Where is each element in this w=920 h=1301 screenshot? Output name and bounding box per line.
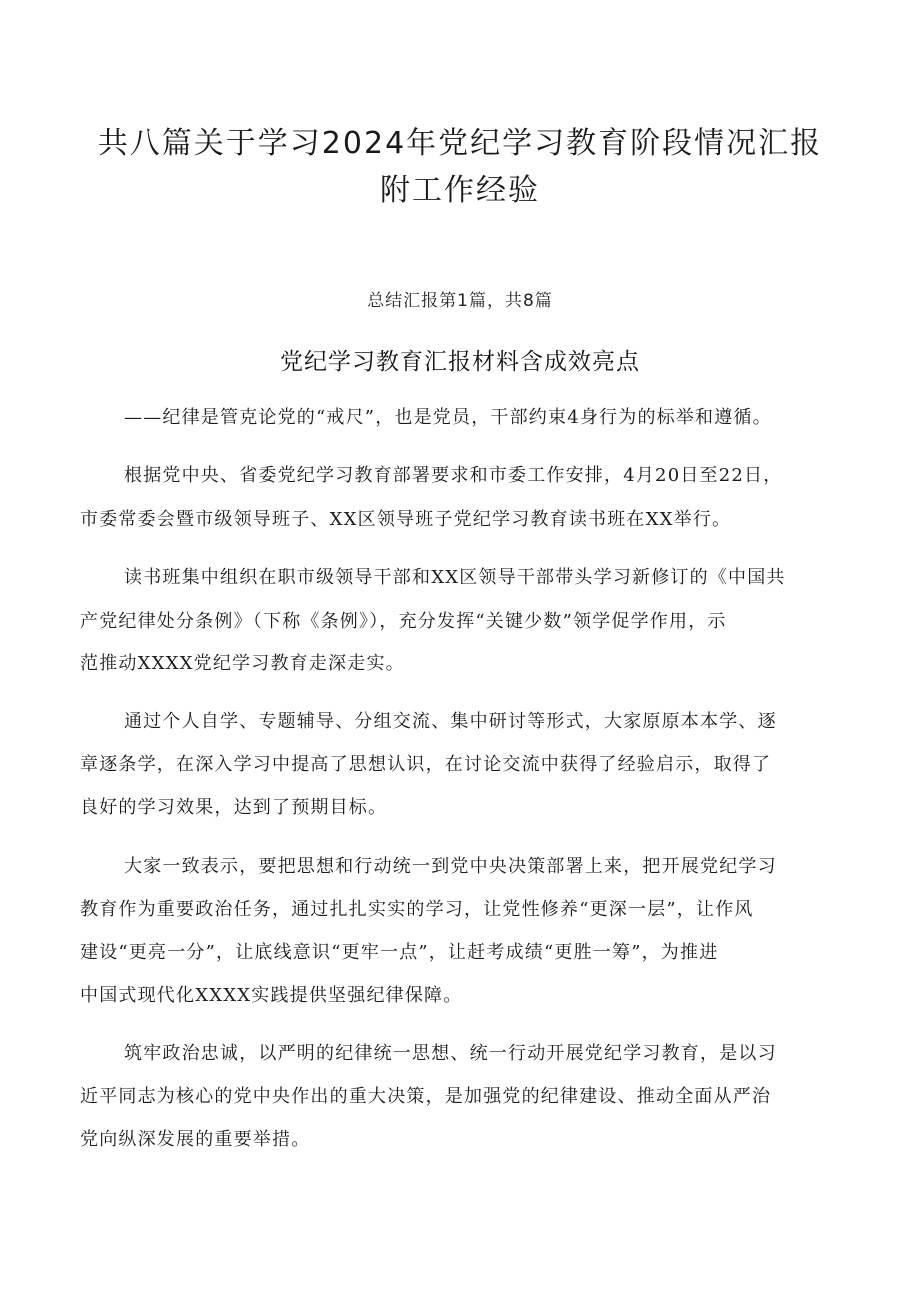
paragraph-3-line-1: 通过个人自学、专题辅导、分组交流、集中研讨等形式，大家原原本本学、逐 bbox=[124, 711, 777, 732]
paragraph-4-line-1: 大家一致表示，要把思想和行动统一到党中央决策部署上来，把开展党纪学习 bbox=[124, 856, 777, 877]
section-caption: 总结汇报第1篇，共8篇 bbox=[367, 291, 553, 311]
paragraph-5-line-3: 党向纵深发展的重要举措。 bbox=[80, 1129, 311, 1150]
paragraph-4-line-3: 建设“更亮一分”，让底线意识“更牢一点”，让赶考成绩“更胜一筹”，为推进 bbox=[80, 942, 719, 963]
paragraph-1-line-2: 市委常委会暨市级领导班子、XX区领导班子党纪学习教育读书班在XX举行。 bbox=[80, 509, 732, 530]
paragraph-4-line-2: 教育作为重要政治任务，通过扎扎实实的学习，让党性修养“更深一层”，让作风 bbox=[80, 899, 754, 920]
paragraph-5-line-2: 近平同志为核心的党中央作出的重大决策，是加强党的纪律建设、推动全面从严治 bbox=[80, 1086, 772, 1107]
paragraph-2-line-1: 读书班集中组织在职市级领导干部和XX区领导干部带头学习新修订的《中国共 bbox=[124, 567, 786, 588]
paragraph-5-line-1: 筑牢政治忠诚，以严明的纪律统一思想、统一行动开展党纪学习教育，是以习 bbox=[124, 1043, 777, 1064]
paragraph-4-line-4: 中国式现代化XXXX实践提供坚强纪律保障。 bbox=[80, 985, 463, 1006]
paragraph-2-line-3: 范推动XXXX党纪学习教育走深走实。 bbox=[80, 653, 405, 674]
document-title-line-1: 共八篇关于学习2024年党纪学习教育阶段情况汇报 bbox=[97, 126, 823, 161]
paragraph-3-line-3: 良好的学习效果，达到了预期目标。 bbox=[80, 797, 388, 818]
epigraph-line: ——纪律是管克论党的“戒尺”，也是党员，干部约束4身行为的标举和遵循。 bbox=[124, 407, 772, 428]
paragraph-2-line-2: 产党纪律处分条例》（下称《条例》），充分发挥“关键少数”领学促学作用，示 bbox=[80, 611, 727, 632]
paragraph-3-line-2: 章逐条学，在深入学习中提高了思想认识，在讨论交流中获得了经验启示，取得了 bbox=[80, 754, 772, 775]
paragraph-1-line-1: 根据党中央、省委党纪学习教育部署要求和市委工作安排，4月20日至22日， bbox=[124, 465, 783, 486]
article-heading: 党纪学习教育汇报材料含成效亮点 bbox=[280, 349, 640, 375]
document-title-line-2: 附工作经验 bbox=[380, 173, 540, 208]
